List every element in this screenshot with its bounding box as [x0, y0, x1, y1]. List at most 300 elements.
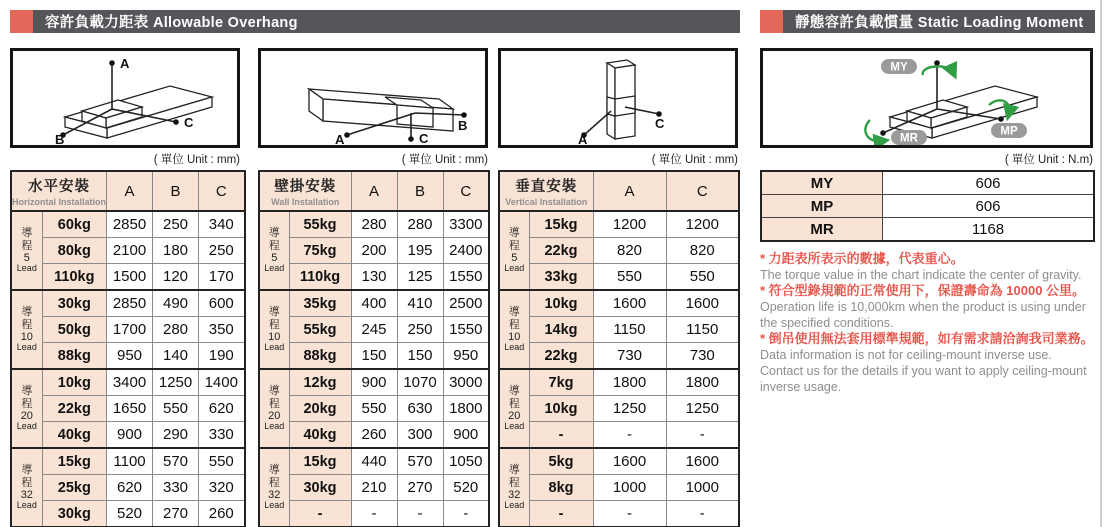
lead-number: 10 [508, 330, 521, 343]
lead-en-label: Lead [16, 262, 37, 273]
table-row [11, 475, 245, 501]
value-cell: 950 [443, 343, 489, 370]
lead-zh-char: 程 [21, 397, 33, 410]
install-table-vertical [498, 170, 740, 527]
lead-number: 32 [268, 488, 281, 501]
weight-cell: 12kg [289, 369, 351, 396]
value-cell: 150 [397, 343, 443, 370]
weight-cell: 80kg [42, 238, 106, 264]
table-title-zh: 壁掛安裝 [274, 179, 337, 195]
value-cell: 280 [351, 211, 397, 238]
lead-number: 32 [20, 488, 33, 501]
table-row [259, 475, 489, 501]
table-row [11, 238, 245, 264]
table-row [11, 264, 245, 291]
moment-table [760, 170, 1095, 242]
table-row [259, 290, 489, 317]
moment-label-mr: MR [761, 218, 883, 242]
value-cell: 1150 [593, 317, 666, 343]
value-cell: 550 [153, 396, 199, 422]
value-cell: 410 [397, 290, 443, 317]
value-cell: 290 [153, 422, 199, 449]
value-cell: 1000 [666, 475, 739, 501]
value-cell: 950 [107, 343, 153, 370]
left-title-en: Allowable Overhang [152, 15, 298, 31]
value-cell: 1600 [593, 290, 666, 317]
weight-cell: 10kg [529, 396, 593, 422]
lead-zh-char: 程 [21, 239, 33, 252]
weight-cell: 30kg [42, 501, 106, 527]
value-cell: 1700 [107, 317, 153, 343]
weight-cell: - [529, 422, 593, 449]
lead-cell [499, 369, 529, 448]
value-cell: 630 [397, 396, 443, 422]
table-row [259, 422, 489, 449]
lead-zh-char: 程 [21, 476, 33, 489]
value-cell: 1200 [593, 211, 666, 238]
lead-en-label: Lead [504, 262, 525, 273]
value-cell: 620 [199, 396, 245, 422]
value-cell: 730 [593, 343, 666, 370]
lead-zh-char: 導 [21, 385, 33, 398]
value-cell: 620 [107, 475, 153, 501]
table-title [11, 171, 107, 211]
value-cell: 2100 [107, 238, 153, 264]
value-cell: 1550 [443, 317, 489, 343]
value-cell: 820 [666, 238, 739, 264]
weight-cell: 15kg [289, 448, 351, 475]
lead-zh-char: 導 [508, 464, 520, 477]
lead-number: 32 [508, 488, 521, 501]
weight-cell: 20kg [289, 396, 351, 422]
value-cell: 550 [199, 448, 245, 475]
accent-square-icon [760, 10, 783, 33]
weight-cell: 110kg [289, 264, 351, 291]
weight-cell: 5kg [529, 448, 593, 475]
unit-label-mm: ( 單位 Unit : mm) [153, 154, 240, 166]
header-row [259, 171, 489, 211]
unit-label-nm: ( 單位 Unit : N.m) [1004, 154, 1093, 166]
value-cell: 1550 [443, 264, 489, 291]
table-row [259, 369, 489, 396]
value-cell: 570 [397, 448, 443, 475]
value-cell: 400 [351, 290, 397, 317]
column-header: B [397, 171, 443, 211]
install-table-slot-vertical [498, 170, 740, 527]
table-row [259, 238, 489, 264]
label-c: C [655, 116, 665, 131]
unit-label-mm: ( 單位 Unit : mm) [401, 154, 488, 166]
right-title-zh: 靜態容許負載慣量 [795, 15, 914, 31]
table-row [11, 396, 245, 422]
accent-square-icon [10, 10, 33, 33]
table-row [499, 396, 739, 422]
value-cell: 900 [351, 369, 397, 396]
lead-en-label: Lead [504, 499, 525, 510]
value-cell: 1100 [107, 448, 153, 475]
value-cell: 820 [593, 238, 666, 264]
lead-en-label: Lead [264, 420, 285, 431]
note-en: Operation life is 10,000km when the product is using under the specified conditions. [760, 300, 1086, 330]
column-header: C [443, 171, 489, 211]
table-row [499, 448, 739, 475]
value-cell: 1200 [666, 211, 739, 238]
lead-en-label: Lead [504, 341, 525, 352]
lead-number: 5 [23, 251, 30, 264]
label-a: A [335, 132, 345, 145]
value-cell: 440 [351, 448, 397, 475]
label-c: C [419, 131, 429, 145]
moment-actuator-diagram [763, 51, 1090, 145]
value-cell: 1400 [199, 369, 245, 396]
lead-number: 10 [268, 330, 281, 343]
value-cell: 2400 [443, 238, 489, 264]
weight-cell: 15kg [529, 211, 593, 238]
value-cell: 350 [199, 317, 245, 343]
weight-cell: 10kg [42, 369, 106, 396]
lead-number: 20 [508, 409, 521, 422]
weight-cell: 50kg [42, 317, 106, 343]
right-title-en: Static Loading Moment [917, 15, 1084, 31]
value-cell: 1800 [666, 369, 739, 396]
lead-cell [259, 211, 289, 290]
lead-number: 5 [271, 251, 278, 264]
value-cell: 195 [397, 238, 443, 264]
value-cell: 270 [153, 501, 199, 527]
value-cell: 260 [199, 501, 245, 527]
value-cell: 3300 [443, 211, 489, 238]
notes-block [760, 251, 1104, 395]
table-row [11, 343, 245, 370]
value-cell: - [593, 501, 666, 527]
lead-cell [11, 448, 42, 527]
value-cell: 130 [351, 264, 397, 291]
value-cell: - [397, 501, 443, 527]
column-header: A [351, 171, 397, 211]
column-header: A [107, 171, 153, 211]
lead-cell [11, 290, 42, 369]
value-cell: 570 [153, 448, 199, 475]
lead-zh-char: 程 [21, 318, 33, 331]
value-cell: 1250 [666, 396, 739, 422]
value-cell: 3000 [443, 369, 489, 396]
lead-cell [259, 448, 289, 527]
value-cell: 330 [153, 475, 199, 501]
value-cell: - [593, 422, 666, 449]
mp-badge: MP [1000, 125, 1018, 138]
table-row [499, 501, 739, 527]
lead-cell [499, 448, 529, 527]
lead-zh-char: 導 [508, 306, 520, 319]
lead-number: 20 [20, 409, 33, 422]
table-row [499, 264, 739, 291]
weight-cell: 110kg [42, 264, 106, 291]
moment-value-mr: 1168 [883, 218, 1095, 242]
lead-cell [11, 211, 42, 290]
vertical-actuator-diagram [501, 51, 735, 145]
column-header: C [666, 171, 739, 211]
value-cell: 2850 [107, 290, 153, 317]
lead-cell [259, 369, 289, 448]
lead-en-label: Lead [264, 262, 285, 273]
table-row [761, 195, 1094, 218]
note-en: Contact us for the details if you want to apply ceiling-mount inverse usage. [760, 364, 1087, 394]
value-cell: 270 [397, 475, 443, 501]
value-cell: 120 [153, 264, 199, 291]
column-header: B [153, 171, 199, 211]
lead-en-label: Lead [16, 341, 37, 352]
table-row [499, 422, 739, 449]
wall-diagram-box [258, 48, 488, 148]
lead-zh-char: 程 [508, 476, 520, 489]
unit-label-mm: ( 單位 Unit : mm) [651, 154, 738, 166]
label-b: B [458, 118, 468, 133]
header-row [11, 171, 245, 211]
lead-zh-char: 程 [268, 397, 280, 410]
lead-zh-char: 程 [508, 397, 520, 410]
lead-zh-char: 導 [21, 227, 33, 240]
value-cell: 1250 [593, 396, 666, 422]
table-row [259, 448, 489, 475]
table-row [11, 211, 245, 238]
value-cell: 300 [397, 422, 443, 449]
table-row [11, 369, 245, 396]
weight-cell: 7kg [529, 369, 593, 396]
weight-cell: 55kg [289, 317, 351, 343]
value-cell: 900 [107, 422, 153, 449]
value-cell: 260 [351, 422, 397, 449]
weight-cell: 22kg [42, 396, 106, 422]
table-row [11, 317, 245, 343]
table-row [259, 396, 489, 422]
table-title-zh: 垂直安裝 [515, 179, 578, 195]
weight-cell: 88kg [42, 343, 106, 370]
lead-zh-char: 導 [508, 385, 520, 398]
value-cell: 2500 [443, 290, 489, 317]
lead-zh-char: 導 [268, 385, 280, 398]
label-b: B [55, 132, 65, 145]
value-cell: 1600 [666, 290, 739, 317]
note-zh: * 倒吊使用無法套用標準規範，如有需求請洽詢我司業務。 [760, 331, 1094, 346]
right-section-title [795, 11, 1084, 32]
table-row [11, 422, 245, 449]
right-section-header [760, 10, 1095, 33]
table-row [11, 501, 245, 527]
note-en: Data information is not for ceiling-mount inverse use. [760, 348, 1052, 362]
lead-zh-char: 程 [508, 318, 520, 331]
weight-cell: 33kg [529, 264, 593, 291]
value-cell: 280 [153, 317, 199, 343]
left-section-title [45, 11, 298, 32]
value-cell: 1800 [593, 369, 666, 396]
value-cell: 250 [397, 317, 443, 343]
value-cell: 1050 [443, 448, 489, 475]
table-row [259, 501, 489, 527]
table-row [259, 211, 489, 238]
value-cell: 280 [397, 211, 443, 238]
lead-zh-char: 程 [268, 476, 280, 489]
value-cell: 250 [199, 238, 245, 264]
value-cell: 1800 [443, 396, 489, 422]
table-row [499, 475, 739, 501]
value-cell: 3400 [107, 369, 153, 396]
value-cell: 180 [153, 238, 199, 264]
table-row [761, 218, 1094, 242]
value-cell: 490 [153, 290, 199, 317]
table-title [499, 171, 593, 211]
value-cell: 125 [397, 264, 443, 291]
column-header: A [593, 171, 666, 211]
weight-cell: 10kg [529, 290, 593, 317]
lead-zh-char: 程 [508, 239, 520, 252]
moment-label-mp: MP [761, 195, 883, 218]
value-cell: 340 [199, 211, 245, 238]
wall-actuator-diagram [261, 51, 485, 145]
weight-cell: 14kg [529, 317, 593, 343]
table-row [11, 290, 245, 317]
value-cell: 250 [153, 211, 199, 238]
table-row [499, 343, 739, 370]
page-edge-line [1100, 0, 1102, 527]
note-zh: * 力距表所表示的數據，代表重心。 [760, 251, 964, 266]
weight-cell: 30kg [42, 290, 106, 317]
value-cell: 520 [443, 475, 489, 501]
weight-cell: 75kg [289, 238, 351, 264]
lead-en-label: Lead [16, 499, 37, 510]
table-row [499, 317, 739, 343]
lead-zh-char: 導 [268, 464, 280, 477]
value-cell: - [666, 501, 739, 527]
table-title-zh: 水平安裝 [28, 179, 90, 195]
weight-cell: 25kg [42, 475, 106, 501]
table-row [499, 290, 739, 317]
value-cell: - [443, 501, 489, 527]
lead-en-label: Lead [504, 420, 525, 431]
lead-zh-char: 導 [268, 306, 280, 319]
table-row [761, 171, 1094, 195]
install-table-wall [258, 170, 490, 527]
value-cell: 190 [199, 343, 245, 370]
lead-cell [499, 290, 529, 369]
value-cell: 550 [593, 264, 666, 291]
value-cell: 140 [153, 343, 199, 370]
lead-zh-char: 導 [21, 464, 33, 477]
lead-zh-char: 程 [268, 318, 280, 331]
value-cell: 550 [351, 396, 397, 422]
vertical-diagram-box [498, 48, 738, 148]
value-cell: 170 [199, 264, 245, 291]
lead-cell [499, 211, 529, 290]
value-cell: 330 [199, 422, 245, 449]
weight-cell: 22kg [529, 238, 593, 264]
weight-cell: - [529, 501, 593, 527]
value-cell: 900 [443, 422, 489, 449]
value-cell: 1500 [107, 264, 153, 291]
lead-zh-char: 導 [268, 227, 280, 240]
value-cell: 2850 [107, 211, 153, 238]
weight-cell: 15kg [42, 448, 106, 475]
table-row [499, 211, 739, 238]
weight-cell: 35kg [289, 290, 351, 317]
table-row [259, 343, 489, 370]
note-zh: * 符合型錄規範的正常使用下，保證壽命為 10000 公里。 [760, 283, 1086, 298]
weight-cell: 88kg [289, 343, 351, 370]
install-table-slot-wall [258, 170, 490, 527]
moment-value-my: 606 [883, 171, 1095, 195]
table-title-en: Wall Installation [271, 197, 340, 207]
table-title [259, 171, 351, 211]
label-a: A [578, 132, 588, 145]
table-row [259, 264, 489, 291]
lead-number: 10 [20, 330, 33, 343]
left-title-zh: 容許負載力距表 [45, 15, 149, 31]
horizontal-actuator-diagram [13, 51, 237, 145]
table-title-en: Horizontal Installation [12, 197, 107, 207]
value-cell: 1150 [666, 317, 739, 343]
column-header: C [199, 171, 245, 211]
moment-value-mp: 606 [883, 195, 1095, 218]
value-cell: 550 [666, 264, 739, 291]
install-table-slot-horizontal [10, 170, 246, 527]
my-badge: MY [890, 61, 908, 74]
weight-cell: 55kg [289, 211, 351, 238]
table-row [11, 448, 245, 475]
lead-en-label: Lead [264, 341, 285, 352]
weight-cell: 30kg [289, 475, 351, 501]
value-cell: 210 [351, 475, 397, 501]
mr-badge: MR [900, 132, 918, 145]
header-row [499, 171, 739, 211]
label-c: C [184, 115, 194, 130]
value-cell: 200 [351, 238, 397, 264]
lead-zh-char: 程 [268, 239, 280, 252]
table-row [499, 369, 739, 396]
lead-zh-char: 導 [508, 227, 520, 240]
lead-zh-char: 導 [21, 306, 33, 319]
value-cell: 1600 [593, 448, 666, 475]
note-en: The torque value in the chart indicate the center of gravity. [760, 268, 1082, 282]
lead-cell [11, 369, 42, 448]
table-row [259, 317, 489, 343]
moment-label-my: MY [761, 171, 883, 195]
label-a: A [120, 56, 130, 71]
lead-cell [259, 290, 289, 369]
value-cell: 150 [351, 343, 397, 370]
lead-en-label: Lead [264, 499, 285, 510]
lead-number: 5 [511, 251, 518, 264]
value-cell: 320 [199, 475, 245, 501]
value-cell: 520 [107, 501, 153, 527]
lead-number: 20 [268, 409, 281, 422]
weight-cell: 40kg [289, 422, 351, 449]
weight-cell: 60kg [42, 211, 106, 238]
weight-cell: 40kg [42, 422, 106, 449]
value-cell: 1650 [107, 396, 153, 422]
moment-diagram-box [760, 48, 1093, 148]
value-cell: 1070 [397, 369, 443, 396]
horizontal-diagram-box [10, 48, 240, 148]
value-cell: - [351, 501, 397, 527]
value-cell: - [666, 422, 739, 449]
value-cell: 245 [351, 317, 397, 343]
value-cell: 1250 [153, 369, 199, 396]
value-cell: 1000 [593, 475, 666, 501]
value-cell: 730 [666, 343, 739, 370]
value-cell: 1600 [666, 448, 739, 475]
table-row [499, 238, 739, 264]
weight-cell: - [289, 501, 351, 527]
table-title-en: Vertical Installation [505, 197, 588, 207]
